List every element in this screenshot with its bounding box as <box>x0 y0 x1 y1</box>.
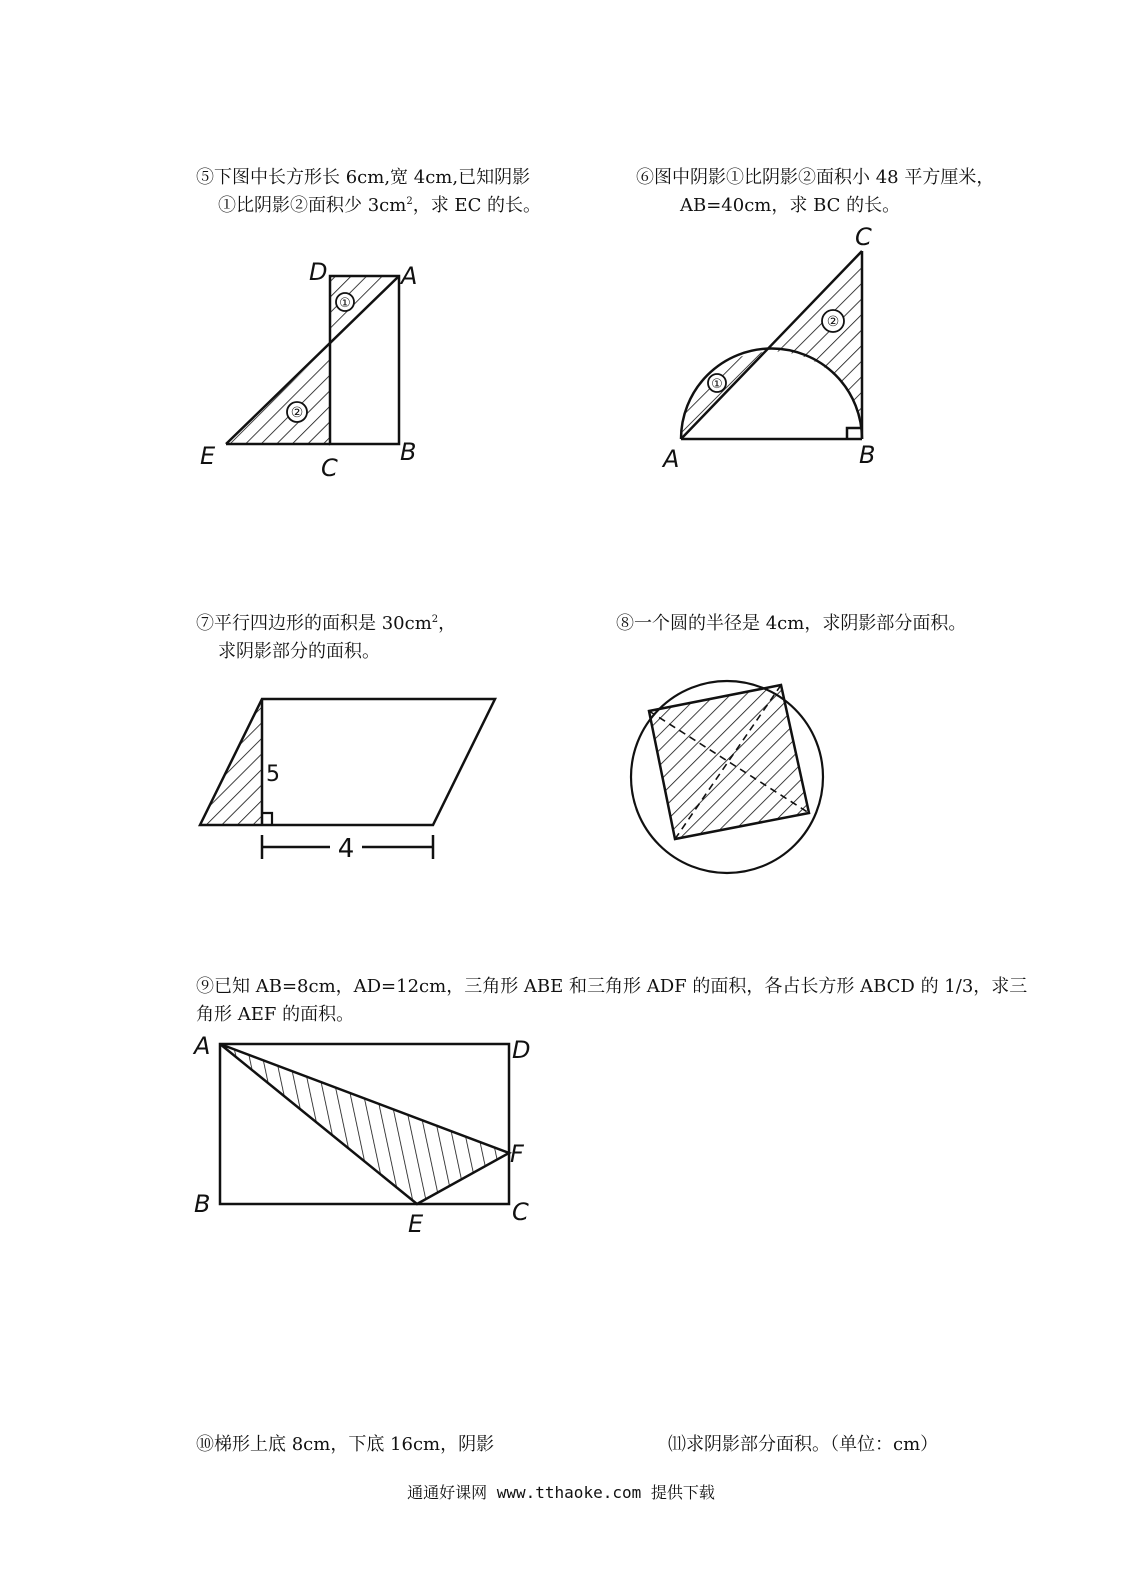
region-2-label: ② <box>826 314 840 330</box>
right-angle-mark <box>847 428 862 439</box>
region-1-label: ① <box>339 296 351 311</box>
label-c: C <box>321 454 338 482</box>
label-a: A <box>401 262 418 290</box>
footer: 通通好课网 www.tthaoke.com 提供下载 <box>407 1483 715 1502</box>
label-a: A <box>663 445 680 473</box>
problem-10-line1: ⑩梯形上底 8cm，下底 16cm，阴影 <box>196 1434 495 1455</box>
region-1-label: ① <box>711 377 723 392</box>
problem-9-line2: 角形 AEF 的面积。 <box>196 1004 355 1025</box>
problem-9-line1: ⑨已知 AB=8cm，AD=12cm，三角形 ABE 和三角形 ADF 的面积，各占长方形 ABCD 的 1/3，求三 <box>196 976 1028 997</box>
shaded-quadrilateral <box>649 685 809 839</box>
label-c: C <box>512 1198 529 1226</box>
problem-7-line1-tail: ， <box>438 613 457 634</box>
problem-7-line1 <box>196 611 456 637</box>
problem-5-figure <box>190 250 430 480</box>
label-b: B <box>400 438 417 466</box>
problem-5-superscript: 2 <box>406 196 413 207</box>
label-e: E <box>408 1210 424 1238</box>
problem-7-superscript: 2 <box>431 614 439 625</box>
problem-5-line2-tail: ，求 EC 的长。 <box>412 195 542 216</box>
problem-9-figure <box>190 1030 550 1240</box>
shaded-triangle-aef <box>220 1044 509 1204</box>
problem-7-line2: 求阴影部分的面积。 <box>218 641 380 662</box>
label-b: B <box>194 1190 211 1218</box>
problem-8-line1: ⑧一个圆的半径是 4cm，求阴影部分面积。 <box>616 613 967 634</box>
base-label: 4 <box>337 834 355 864</box>
problem-8-figure <box>625 675 830 880</box>
problem-6-line1: ⑥图中阴影①比阴影②面积小 48 平方厘米， <box>636 167 995 188</box>
label-e: E <box>200 442 216 470</box>
problem-5-line2-main: ①比阴影②面积少 3cm <box>218 195 407 216</box>
right-angle-mark <box>262 813 272 825</box>
problem-5-line1: ⑤下图中长方形长 6cm,宽 4cm,已知阴影 <box>196 167 531 188</box>
region-2-label: ② <box>290 405 304 421</box>
label-b: B <box>859 441 876 469</box>
label-c: C <box>855 223 872 251</box>
problem-7-figure <box>190 685 510 875</box>
problem-11-line1: ⑾求阴影部分面积。（单位：cm） <box>668 1434 939 1455</box>
problem-6-line2: AB=40cm，求 BC 的长。 <box>680 195 901 216</box>
label-d: D <box>309 258 328 286</box>
problem-7-line1-main: ⑦平行四边形的面积是 30cm <box>196 613 432 634</box>
label-d: D <box>512 1036 531 1064</box>
label-f: F <box>510 1140 524 1168</box>
label-a: A <box>194 1032 211 1060</box>
height-label: 5 <box>266 762 280 787</box>
shaded-region-2 <box>765 251 862 439</box>
problem-6-figure <box>655 225 895 475</box>
problem-5-line2 <box>218 193 541 219</box>
